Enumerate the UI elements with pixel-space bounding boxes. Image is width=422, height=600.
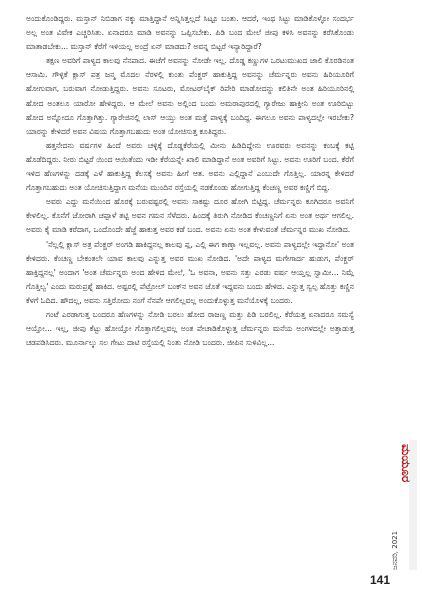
paragraph: 'ನೆಲ್ಲಲ್ಲಿ ಕ್ಲಾಸ್ ಅತ್ರ ಪೆಂಕ್ಚರ್ ಅಂಗಡಿ ಹಾಕಿದ್ದನಲ್ಲ ಕಾಲವು ಪ್ಲ, ಎಲ್ಲಿ ಈಗ ಕಾಣ್ತಾ ಇಲ್ಲವಲ್ಲ. ಅವನು ಪಾಳ್ಯದಲ್ಲೇ ಇದ್ದಾನೋ' ಅಂತ ಕೇಳಿದರು. ಕೆಂಚಣ್ಣ ಬೇಕಂತಲೇ ಯಾವ ಕಾಲವು ಎನ್ನುತ್ತ ಅವರ ಮುಖ ನೋಡಿದ. 'ಅದೇ ಪಾಳ್ಯದ ಮಗೇಗಾರ್ದ ಹುಡುಗ, ಪೆಂಕ್ಚರ್ ಹಾಕ್ತಿದ್ದನಲ್ಲ' ಅಂದಾಗ 'ಅಂತ ಚೆರ್ಮನ್ನರು ಅಂದ ಹೇಳಿದ ಮೇಲೆ, 'ಓ ಅವನಾ, ಅವನು ಸತ್ತು ಎರಡು ವರ್ಷ ಆಯ್ತಲ್ಲ ಸ್ವಾಮೀ... ನಿಮ್ಗೆ ಗೊತ್ತಿಲ್ವ' ಎಂದು ಮರುಪ್ರಶ್ನೆ ಹಾಕಿದ. ಅಷ್ಟರಲ್ಲಿ ಪೆಟ್ರೋಲ್ ಬಂಕ್‌ನ ಅವನ ಜೊತೆ ಇದ್ದವನು ಬಂದು ಹೇಳಿದ. ಎನ್ನುತ್ತ ಸ್ವಲ್ಪ ಹೊತ್ತು ಕಣ್ಣಿನ ಕೆಳಗೆ ಓದಿದ. ಹೌದಲ್ಲ, ಅವನು ಸತ್ತಿರೋದು ನಂಗೆ ನೆನಪೇ ಆಗಲಿಲ್ಲವಲ್ಲ ಅಂದುಕೊಳ್ಳುತ್ತ ಮನೆಯೊಳಕ್ಕೆ ಬಂದರು. (26, 239, 354, 305)
issue-date: ಜನವರಿ, 2021 (391, 530, 399, 570)
magazine-logo-text: ಮಯೂರ (399, 444, 413, 483)
page-number: 141 (370, 573, 391, 587)
article-body (26, 12, 354, 350)
side-strip (380, 0, 422, 600)
paragraph: ಹತ್ತನೇದನು ವರ್ಷಗಳ ಹಿಂದೆ ಅವರು ಚಳ್ಳಿಕ್ಕೆ ದೊಡ್ಡಕೆರೆಯಲ್ಲಿ ಮೀನು ಹಿಡಿದಿದ್ದೇನು ಊರವರು ಅವನನ್ನು ಕಂಬಕ್ಕೆ ಕಟ್ಟಿ ಹೊಡೆದಿದ್ದರು. ನೀರು ಬಿಟ್ಟರೆ ಯಿಂದ ಆಯಿತೆಂದು ಇಡೀ ಕೆರೆಯನ್ನೇ ಖಾಲಿ ಮಾಡಿದ್ದಾನೆ ಅಂತ ಅವರಿಗೆ ಸಿಟ್ಟು. ಅವನು ಊರಿಗೆ ಬಂದ. ಕೆರೆಗೆ ಇಳಿದ ಹೆಣಗಳನ್ನು ದಡಕ್ಕೆ ಎಳೆ ಹಾಕುತ್ತಿದ್ದ ಕೆಲಸಕ್ಕೆ ಅವನು ಹೀಗೆ ಆತ. ಅವನು ಎಲ್ಲಿದ್ದಾನೆ ಎಂಬುದೇ ಗೊತ್ತಿಲ್ಲ. ಯಾರನ್ನ ಕೇಳಿದರೆ ಗೊತ್ತಾಗಬಹುದು ಅಂತ ಯೋಚಿಸುತ್ತಿದ್ದಾಗ ಮನೆಯ ಮುಂದಿನ ರಸ್ತೆಯಲ್ಲಿ ನಡಕೊಂಡು ಹೋಗುತ್ತಿದ್ದ ಕೆಂಚಣ್ಣ ಅವರ ಕಣ್ಣಿಗೆ ಬಿದ್ದ. (26, 140, 354, 193)
paragraph: ಅಂದುಕೊಂಡಿದ್ದರು. ಮಸ್ತಾನ್ ನಿಬಿಡಾಗ ನಕ್ಕು ಮಾತ್ತಿದ್ದಾನೆ ಅನ್ನಿಸಿತ್ತಲ್ಲದೆ ಸಿಟ್ಟೂ ಬಂತು. ಆದರೆ, ಇಂಥ ಸಿಟ್ಟು ಮಾಡಿಕೊಳ್ಳೋ ಸಂದರ್ಭ ಅಲ್ಲ ಅಂತ ವಿವೇಕ ಎಚ್ಚರಿಸಿತು. ಏನಾದರೂ ಮಾಡಿ ಅವನನ್ನು ಒಪ್ಪಿಸಬೇಕು. ಪಿಡಿ ಬಂದ ಮೇಲೆ ಜೀಪು ಕಳಿಸಿ ಅವನನ್ನು ಕರೆಸಿಕೊಂಡು ಮಾತಾಡಬೇಕು... ಮಸ್ತಾನ್ ಕೆರೆಗೆ ಇಳಿಯಲ್ಲ ಅಂದ್ರೆ ಏನ್ ಮಾಡದು? ಅವನ್ನ ಬಿಟ್ಟರೆ ಇನ್ಯಾರಿದ್ದಾರೆ? (26, 14, 354, 52)
paragraph: ಅವರು ಎದ್ದು ಮನೆಯಿಂದ ಹೊರಕ್ಕೆ ಬರುವಷ್ಟರಲ್ಲಿ ಅವನು ಸಾಕಷ್ಟು ದೂರ ಹೋಗಿ ಬಿಟ್ಟಿದ್ದ. ಚೆರ್ಮನ್ನರು ಕೂಗಿದರೂ ಅವನಿಗೆ ಕೇಳಲಿಲ್ಲ. ಕೊನೆಗೆ ಜೋರಾಗಿ ಚಪ್ಪಾಳೆ ತಟ್ಟಿ ಅವನ ಗಮನ ಸೆಳೆದರು. ಹಿಂದಕ್ಕೆ ತಿರುಗಿ ನೋಡಿದ ಕೆಂಚಣ್ಣನಿಗೆ ಏನು ಅಂತ ಅರ್ಥ ಆಗಲಿಲ್ಲ. ಅವರು ಕೈ ಮಾಡಿ ಕರೆದಾಗ, ಒಂದೊಂದೇ ಹೆಜ್ಜೆ ಹಾಕುತ್ತ ಅವರ ಕಡೆ ಬಂದ. ಅವನು ಏನು ಅಂತ ಕೇಳುವಂತೆ ಚೆರ್ಮನ್ನರ ಮುಖ ನೋಡಿದ. (26, 197, 354, 235)
paragraph: ಗಂಟೆ ಎರಡಾಗುತ್ತ ಬಂದರೂ ಹೆಣಗಳನ್ನು ನೋಡಿ ಬರಲು ಹೋದ ರಾಜಣ್ಣ ಮತ್ತು ಪಿಡಿ ಬರಲಿಲ್ಲ. ಕೆರೆಯತ್ತ ಏನಾದರೂ ಸಮಸ್ಯೆ ಆಯ್ತೋ... ಇಲ್ಲ, ಜೀಪು ಕೆಟ್ಟು ಹೋಯ್ತೋ ಗೊತ್ತಾಗಲಿಲ್ಲವಲ್ಲ ಅಂತ ಪೇಚಾಡಿಕೊಳ್ಳುತ್ತ ಚೆರ್ಮನ್ನರು ಮನೆಯ ಅಂಗಳದಲ್ಲೇ ಅತ್ತಾಡುತ್ತ ಚಡಪಡಿಸಿದರು. ಮೂರ್ನಾಲ್ಕು ಸಲ ಗೇಟು ದಾಟಿ ರಸ್ತೆಯಲ್ಲಿ ನಿಂತು ನೋಡಿ ಬಂದರು. ಜೀಪಿನ ಸುಳಿವಿಲ್ಲ... (26, 309, 354, 348)
magazine-logo-icon (388, 440, 413, 492)
magazine-logo (388, 440, 413, 492)
paragraph: ತಕ್ಷಣ ಅವರಿಗೆ ಪಾಳ್ಯದ ಕಾಲವು ನೆನಪಾದ. ಈಚೆಗೆ ಅವನನ್ನು ನೋಡೇ ಇಲ್ಲ. ದೊಡ್ಡ ಕಣ್ಣುಗಳ ಒರಟುಮುಖದ ಜಾಲಿ ಕೊರಡಿನಂತ ಆಸಾಮಿ. ಗೌಳ್ಳಿಕೆ ಕ್ಲಾಸ್ ಪತ್ರ ಜನ್ಮ ಮೊದಲ ನೆರಳಲ್ಲಿ ಕುಂತು ಪೆಂಕ್ಚರ್ ಹಾಕುತ್ತಿದ್ದ ಅವನನ್ನು ಚೆರ್ಮನ್ನರು ಅವನು ಹಿರಿಯೂರಿಗೆ ಹೋಗುವಾಗ, ಬರುವಾಗ ನೋಡುತ್ತಿದ್ದರು. ಅವನು ಸೂಟರು, ಮೋಟರ್‌ಬೈಕ್ ರಿಪೇರಿ ಮಾಡೋದನ್ನು ಕಲಿತಿನೇ ಅಂತ ಹಿರಿಯೂರಿನಲ್ಲಿ ಹೋದ ಅಂತಲೂ ಯಾರೋ ಹೇಳಿದ್ದರು. ಆ ಮೇಲೆ ಅವನು ಅಲ್ಲಿಂದ ಬಂದು ಅಮರಾಪುರದಲ್ಲಿ ಗ್ಯಾರೇಜು ಹಾಕ್ತೀನಿ ಅಂತ ಊರಿಬಿಟ್ಟು ಹೋದ ಅನ್ನೋದೂ ಗೊತ್ತಾಗಿತ್ತು. ಗ್ಯಾರೇಜಿನಲ್ಲಿ ಲಾಸ್ ಆಯ್ತು ಅಂತ ಮತ್ತೆ ಪಾಳ್ಯಕ್ಕೆ ಬಂದಿದ್ದ. ಈಗಲೂ ಅವನು ಪಾಳ್ಯದಲ್ಲೇ ಇರಬೇಕು? ಯಾರನ್ನು ಕೇಳಿದರೆ ಅವನ ವಿಷಯ ಗೊತ್ತಾಗಬಹುದು ಅಂತ ಯೋಚಿಸುತ್ತ ಕೂತಿದ್ದರು. (26, 56, 354, 136)
